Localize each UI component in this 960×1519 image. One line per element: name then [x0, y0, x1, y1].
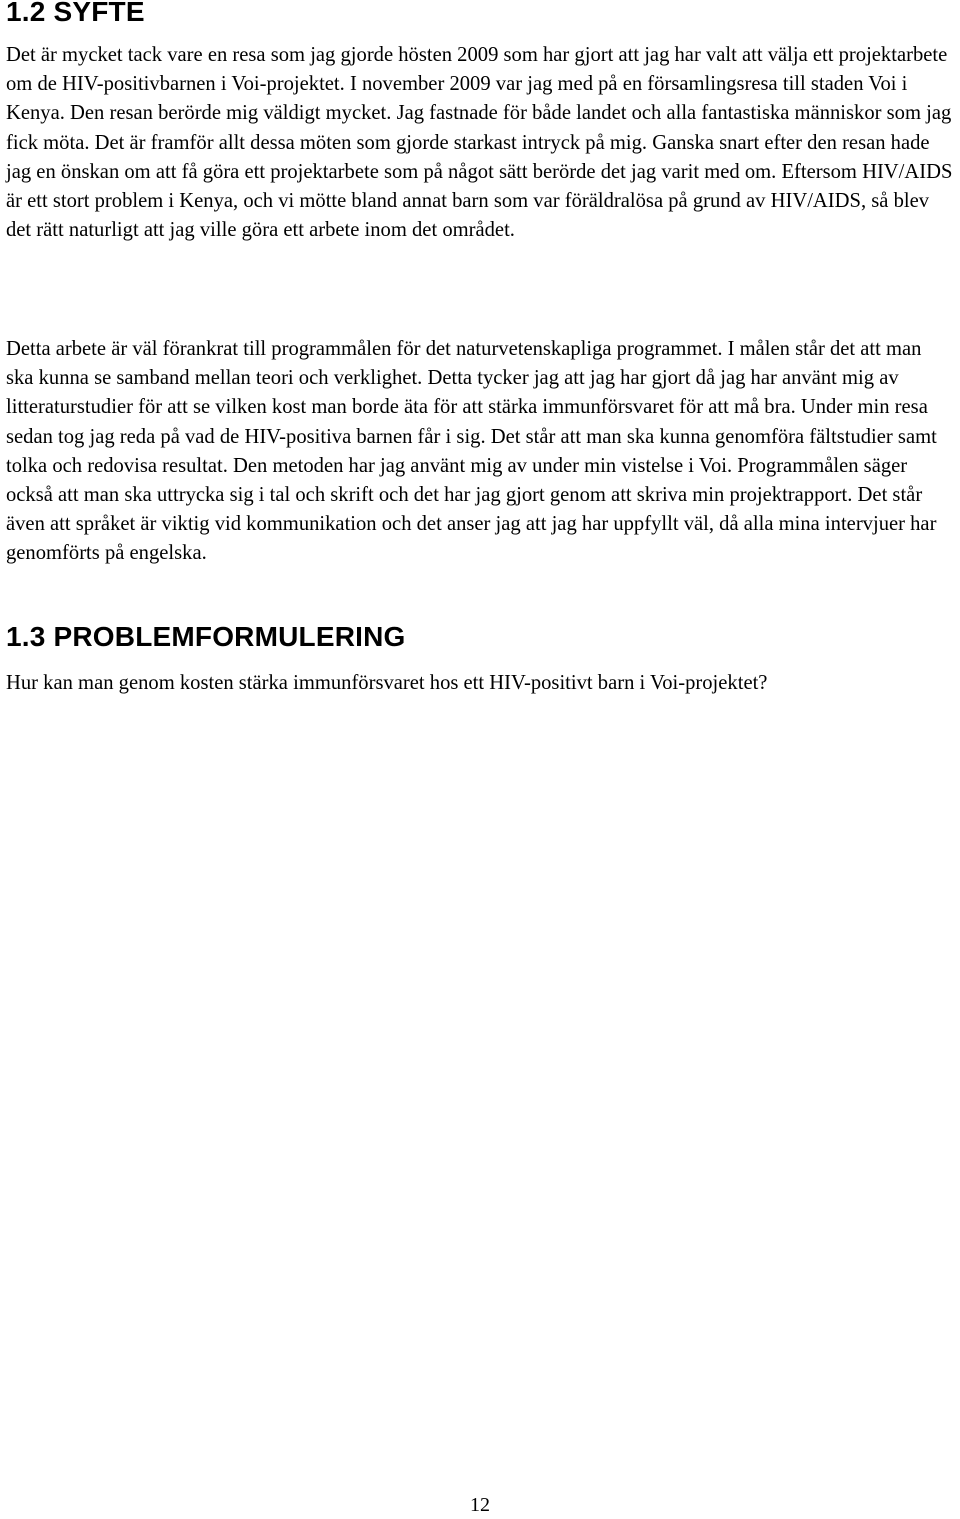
page-number: 12 — [470, 1494, 490, 1516]
section-heading-syfte: 1.2 SYFTE — [6, 0, 145, 27]
syfte-paragraph-2: Detta arbete är väl förankrat till programmålen för det naturvetenskapliga programmet. I målen står det att man ska kunna se samband mellan teori och verklighet. Detta tycker jag att jag har gjort då jag har använt mig av litteraturstudier för att se vilken kost man borde äta för att stärka immunförsvaret för att må bra. Under min resa sedan tog jag reda på vad de HIV-positiva barnen får i sig. Det står att man ska kunna genomföra fältstudier samt tolka och redovisa resultat. Den metoden har jag använt mig av under min vistelse i Voi. Programmålen säger också att man ska uttrycka sig i tal och skrift och det har jag gjort genom att skriva min projektrapport. Det står även att språket är viktig vid kommunikation och det anser jag att jag har uppfyllt väl, då alla mina intervjuer har genomförts på engelska. — [6, 338, 937, 565]
syfte-paragraph-1: Det är mycket tack vare en resa som jag gjorde hösten 2009 som har gjort att jag har valt att välja ett projektarbete om de HIV-positivbarnen i Voi-projektet. I november 2009 var jag med på en församlingsresa till staden Voi i Kenya. Den resan berörde mig väldigt mycket. Jag fastnade för både landet och alla fantastiska människor som jag fick möta. Det är framför allt dessa möten som gjorde starkast intryck på mig. Ganska snart efter den resan hade jag en önskan om att få göra ett projektarbete som på något sätt berörde det jag varit med om. Eftersom HIV/AIDS är ett stort problem i Kenya, och vi mötte bland annat barn som var föräldralösa på grund av HIV/AIDS, så blev det rätt naturligt att jag ville göra ett arbete inom det området. — [6, 44, 953, 242]
section-heading-problemformulering: 1.3 PROBLEMFORMULERING — [6, 621, 406, 652]
problemformulering-paragraph: Hur kan man genom kosten stärka immunförsvaret hos ett HIV-positivt barn i Voi-projektet? — [6, 672, 768, 694]
